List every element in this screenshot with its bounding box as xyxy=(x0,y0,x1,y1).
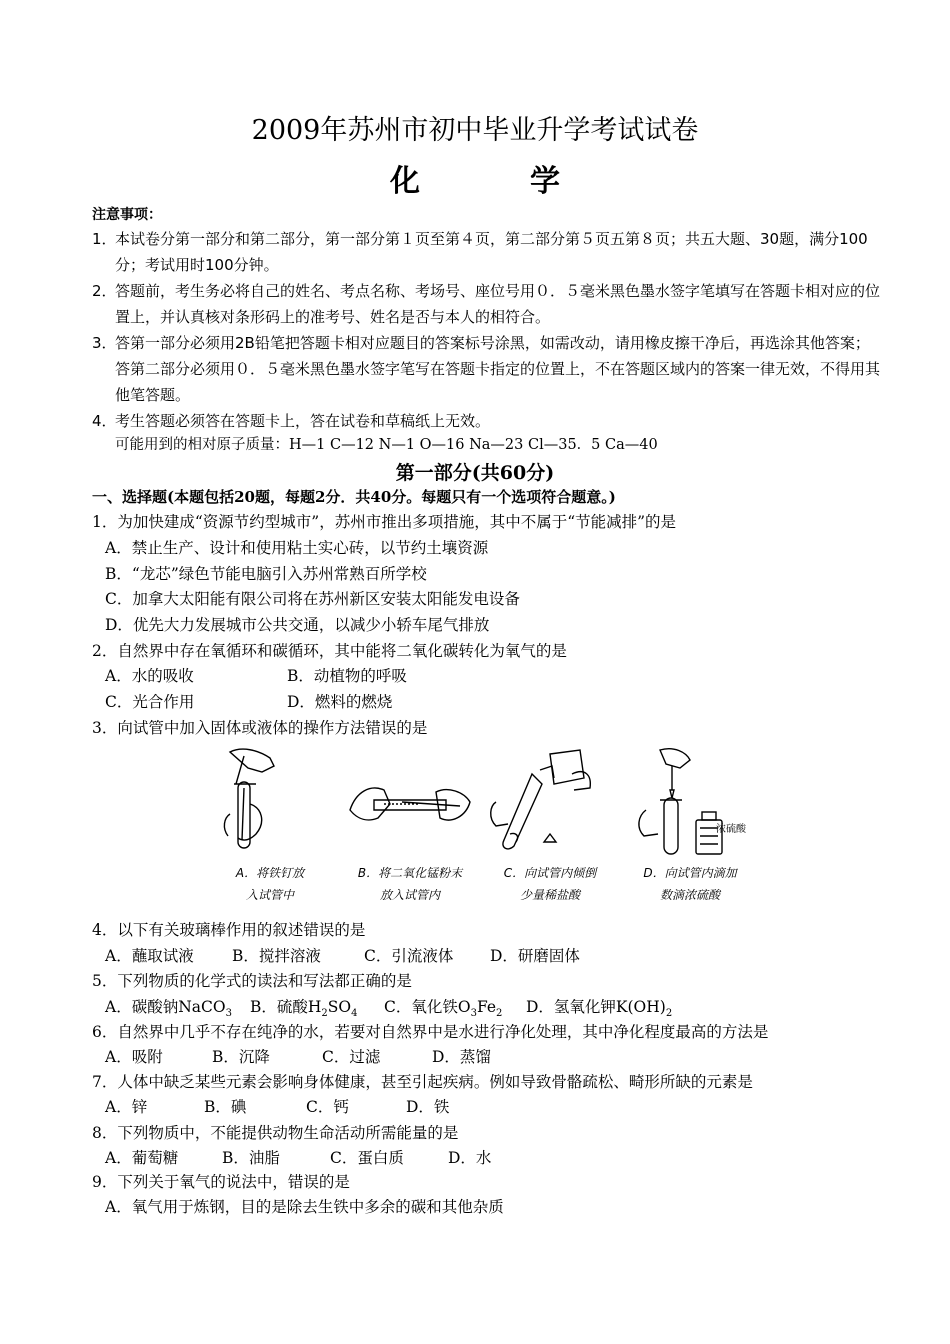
q5-option-a-text: A．碳酸钠NaCO xyxy=(105,998,226,1016)
q5-option-c-mid: Fe xyxy=(476,998,497,1016)
q9-option-a: A．氧气用于炼钢，目的是除去生铁中多余的碳和其他杂质 xyxy=(105,1198,504,1216)
q8-option-a: A．葡萄糖 xyxy=(105,1149,179,1167)
q1-option-c: C．加拿大太阳能有限公司将在苏州新区安装太阳能发电设备 xyxy=(105,590,520,608)
q2-option-c: C．光合作用 xyxy=(105,693,195,711)
q3-stem: 3．向试管中加入固体或液体的操作方法错误的是 xyxy=(92,719,428,737)
q7-option-a: A．锌 xyxy=(105,1098,148,1116)
q5-option-b-text: B．硫酸H xyxy=(250,998,322,1016)
figure-d xyxy=(620,744,760,908)
notice-item-number: 2． xyxy=(92,282,117,300)
q2-option-a: A．水的吸收 xyxy=(105,667,194,685)
notice-item-number: 1． xyxy=(92,230,117,248)
subject-title: 化 学 xyxy=(390,164,600,199)
notice-item-text: 答题前，考生务必将自己的姓名、考点名称、考场号、座位号用０．５毫米黑色墨水签字笔填写在答题卡相对应的位置上，并认真核对条形码上的准考号、姓名是否与本人的相符合。 xyxy=(115,282,881,326)
figure-a-caption-line1: A．将铁钉放 xyxy=(235,866,305,880)
q5-option-b-mid: SO xyxy=(327,998,352,1016)
figure-d-caption-line2: 数滴浓硫酸 xyxy=(659,888,720,902)
figure-d-caption xyxy=(620,862,760,906)
q8-option-c: C．蛋白质 xyxy=(330,1149,404,1167)
figure-c-drawing xyxy=(480,744,620,862)
q5-option-c-sub1: 3 xyxy=(470,1008,477,1020)
figure-d-drawing xyxy=(620,744,760,862)
figure-c-caption-line2: 少量稀盐酸 xyxy=(519,888,580,902)
acid-bottle-label: 浓硫酸 xyxy=(716,824,746,835)
q4-option-a: A．蘸取试液 xyxy=(105,947,194,965)
q5-option-b-sub2: 4 xyxy=(351,1008,358,1020)
figure-b-caption-line1: B．将二氧化锰粉末 xyxy=(357,866,463,880)
notice-item-number: 4． xyxy=(92,412,117,430)
q5-option-b-sub1: 2 xyxy=(321,1008,328,1020)
q1-option-a: A．禁止生产、设计和使用粘土实心砖，以节约土壤资源 xyxy=(105,539,489,557)
figure-c xyxy=(480,744,620,908)
notice-item-text: 考生答题必须答在答题卡上，答在试卷和草稿纸上无效。 xyxy=(115,412,491,430)
notice-item-3 xyxy=(92,330,882,408)
q5-option-c-text: C．氧化铁O xyxy=(384,998,471,1016)
q5-stem: 5．下列物质的化学式的读法和写法都正确的是 xyxy=(92,972,412,990)
q7-option-c: C．钙 xyxy=(306,1098,349,1116)
part1-title: 第一部分(共60分) xyxy=(395,462,555,484)
exam-title: 2009年苏州市初中毕业升学考试试卷 xyxy=(251,115,699,146)
notice-item-4 xyxy=(92,408,882,434)
figure-a-caption-line2: 入试管中 xyxy=(245,888,294,902)
q1-stem: 1．为加快建成“资源节约型城市”，苏州市推出多项措施，其中不属于“节能减排”的是 xyxy=(92,513,677,531)
q2-option-d: D．燃料的燃烧 xyxy=(287,693,393,711)
q3-figures xyxy=(200,744,760,908)
notice-item-2 xyxy=(92,278,882,330)
q1-option-d: D．优先大力发展城市公共交通，以减少小轿车尾气排放 xyxy=(105,616,490,634)
figure-b-caption-line2: 放入试管内 xyxy=(379,888,440,902)
q6-option-c: C．过滤 xyxy=(322,1048,381,1066)
q5-option-c-sub2: 2 xyxy=(496,1008,503,1020)
figure-b-drawing xyxy=(340,744,480,862)
figure-a-drawing xyxy=(200,744,340,862)
figure-b xyxy=(340,744,480,908)
q8-stem: 8．下列物质中，不能提供动物生命活动所需能量的是 xyxy=(92,1124,459,1142)
q7-option-b: B．碘 xyxy=(204,1098,247,1116)
q7-option-d: D．铁 xyxy=(406,1098,450,1116)
q6-option-a: A．吸附 xyxy=(105,1048,163,1066)
notice-item-number: 3． xyxy=(92,334,117,352)
q4-stem: 4．以下有关玻璃棒作用的叙述错误的是 xyxy=(92,921,366,939)
q5-option-d-text: D．氢氧化钾K(OH) xyxy=(526,998,666,1016)
q9-stem: 9．下列关于氧气的说法中，错误的是 xyxy=(92,1173,350,1191)
q6-stem: 6．自然界中几乎不存在纯净的水，若要对自然界中是水进行净化处理，其中净化程度最高的方法是 xyxy=(92,1023,769,1041)
q6-option-b: B．沉降 xyxy=(212,1048,270,1066)
q6-option-d: D．蒸馏 xyxy=(432,1048,491,1066)
notice-heading: 注意事项： xyxy=(92,207,162,223)
section-heading: 一、选择题(本题包括20题，每题2分．共40分。每题只有一个选项符合题意。) xyxy=(92,488,616,506)
q7-stem: 7．人体中缺乏某些元素会影响身体健康，甚至引起疾病。例如导致骨骼疏松、畸形所缺的元素是 xyxy=(92,1073,753,1091)
figure-c-caption xyxy=(480,862,620,906)
q2-stem: 2．自然界中存在氧循环和碳循环，其中能将二氧化碳转化为氧气的是 xyxy=(92,642,567,660)
notice-item-text: 答第一部分必须用2B铅笔把答题卡相对应题目的答案标号涂黑，如需改动，请用橡皮擦干净后，再选涂其他答案；答第二部分必须用０．５毫米黑色墨水签字笔写在答题卡指定的位置上，不在答题区域内的答案一律无效，不得用其他笔答题。 xyxy=(115,334,881,404)
q5-option-d-sub: 2 xyxy=(665,1008,673,1020)
q4-option-d: D．研磨固体 xyxy=(490,947,580,965)
figure-a-caption xyxy=(200,862,340,906)
atomic-masses: 可能用到的相对原子质量：H—1 C—12 N—1 O—16 Na—23 Cl—35．5 Ca—40 xyxy=(115,437,658,453)
figure-d-caption-line1: D．向试管内滴加 xyxy=(643,866,737,880)
q5-option-a-sub: 3 xyxy=(225,1008,232,1020)
q8-option-b: B．油脂 xyxy=(222,1149,280,1167)
q2-option-b: B．动植物的呼吸 xyxy=(287,667,407,685)
q4-option-b: B．搅拌溶液 xyxy=(232,947,321,965)
q4-option-c: C．引流液体 xyxy=(364,947,454,965)
notice-item-1 xyxy=(92,226,882,278)
figure-c-caption-line1: C．向试管内倾倒 xyxy=(503,866,597,880)
q8-option-d: D．水 xyxy=(448,1149,492,1167)
figure-a xyxy=(200,744,340,908)
notice-item-text: 本试卷分第一部分和第二部分，第一部分第１页至第４页，第二部分第５页五第８页；共五大题、30题，满分100分；考试用时100分钟。 xyxy=(115,230,868,274)
q1-option-b: B．“龙芯”绿色节能电脑引入苏州常熟百所学校 xyxy=(105,565,427,583)
figure-b-caption xyxy=(340,862,480,906)
